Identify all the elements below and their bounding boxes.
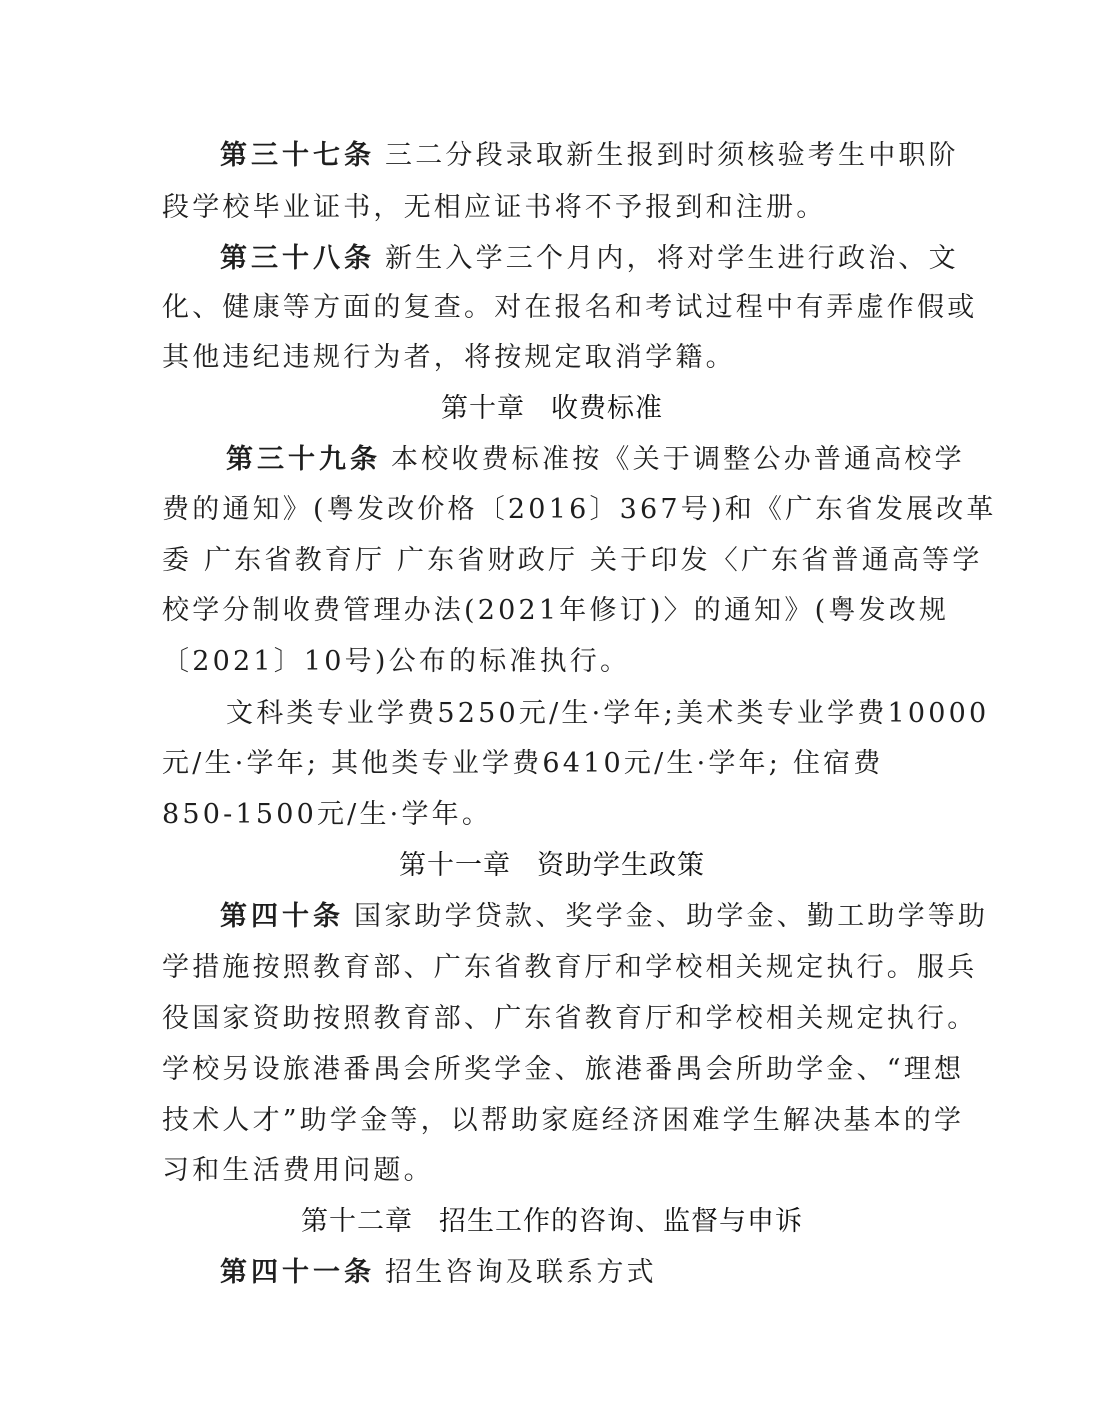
chapter-11-number: 第十一章 — [399, 850, 511, 881]
article-38-line-2: 化、健康等方面的复查。对在报名和考试过程中有弄虚作假或 — [162, 292, 978, 323]
article-40-line-2: 学措施按照教育部、广东省教育厅和学校相关规定执行。服兵 — [162, 952, 978, 983]
chapter-10-number: 第十章 — [441, 393, 525, 424]
article-40-text-1: 国家助学贷款、奖学金、助学金、勤工助学等助 — [354, 901, 989, 932]
article-37-line-2: 段学校毕业证书，无相应证书将不予报到和注册。 — [162, 192, 827, 223]
article-39-line-3: 委 广东省教育厅 广东省财政厅 关于印发〈广东省普通高等学 — [162, 545, 983, 576]
article-37-label: 第三十七条 — [220, 140, 375, 171]
article-39-line-5: 〔2021〕10号)公布的标准执行。 — [162, 646, 631, 677]
article-38-line-3: 其他违纪违规行为者，将按规定取消学籍。 — [162, 342, 736, 373]
article-40-line-4: 学校另设旅港番禺会所奖学金、旅港番禺会所助学金、“理想 — [162, 1054, 965, 1085]
article-41-line-1 — [220, 1253, 1000, 1293]
chapter-11-heading — [0, 846, 1104, 886]
article-37-line-1 — [220, 136, 1000, 176]
article-39-line-2: 费的通知》(粤发改价格〔2016〕367号)和《广东省发展改革 — [162, 494, 997, 525]
article-39-line-1 — [226, 440, 1006, 480]
article-39-label: 第三十九条 — [226, 444, 381, 475]
chapter-12-number: 第十二章 — [301, 1206, 413, 1237]
chapter-10-heading — [0, 389, 1104, 429]
chapter-12-title: 招生工作的咨询、监督与申诉 — [439, 1206, 803, 1237]
chapter-10-title: 收费标准 — [551, 393, 663, 424]
article-40-line-3: 役国家资助按照教育部、广东省教育厅和学校相关规定执行。 — [162, 1003, 978, 1034]
fees-line-2: 元/生·学年; 其他类专业学费6410元/生·学年; 住宿费 — [162, 748, 884, 779]
article-40-line-6: 习和生活费用问题。 — [162, 1155, 434, 1186]
article-38-label: 第三十八条 — [220, 243, 375, 274]
article-39-text-1: 本校收费标准按《关于调整公办普通高校学 — [391, 444, 965, 475]
article-40-line-5: 技术人才”助学金等，以帮助家庭经济困难学生解决基本的学 — [162, 1105, 965, 1136]
chapter-11-title: 资助学生政策 — [537, 850, 705, 881]
chapter-12-heading — [0, 1202, 1104, 1242]
article-40-line-1 — [220, 897, 1000, 937]
article-38-text-1: 新生入学三个月内，将对学生进行政治、文 — [385, 243, 959, 274]
article-41-label: 第四十一条 — [220, 1257, 375, 1288]
article-39-line-4: 校学分制收费管理办法(2021年修订)〉的通知》(粤发改规 — [162, 595, 950, 626]
article-40-label: 第四十条 — [220, 901, 344, 932]
article-38-line-1 — [220, 239, 1000, 279]
fees-line-3: 850-1500元/生·学年。 — [162, 799, 493, 830]
fees-line-1: 文科类专业学费5250元/生·学年;美术类专业学费10000 — [226, 698, 990, 729]
article-37-text-1: 三二分段录取新生报到时须核验考生中职阶 — [385, 140, 959, 171]
article-41-text-1: 招生咨询及联系方式 — [385, 1257, 657, 1288]
